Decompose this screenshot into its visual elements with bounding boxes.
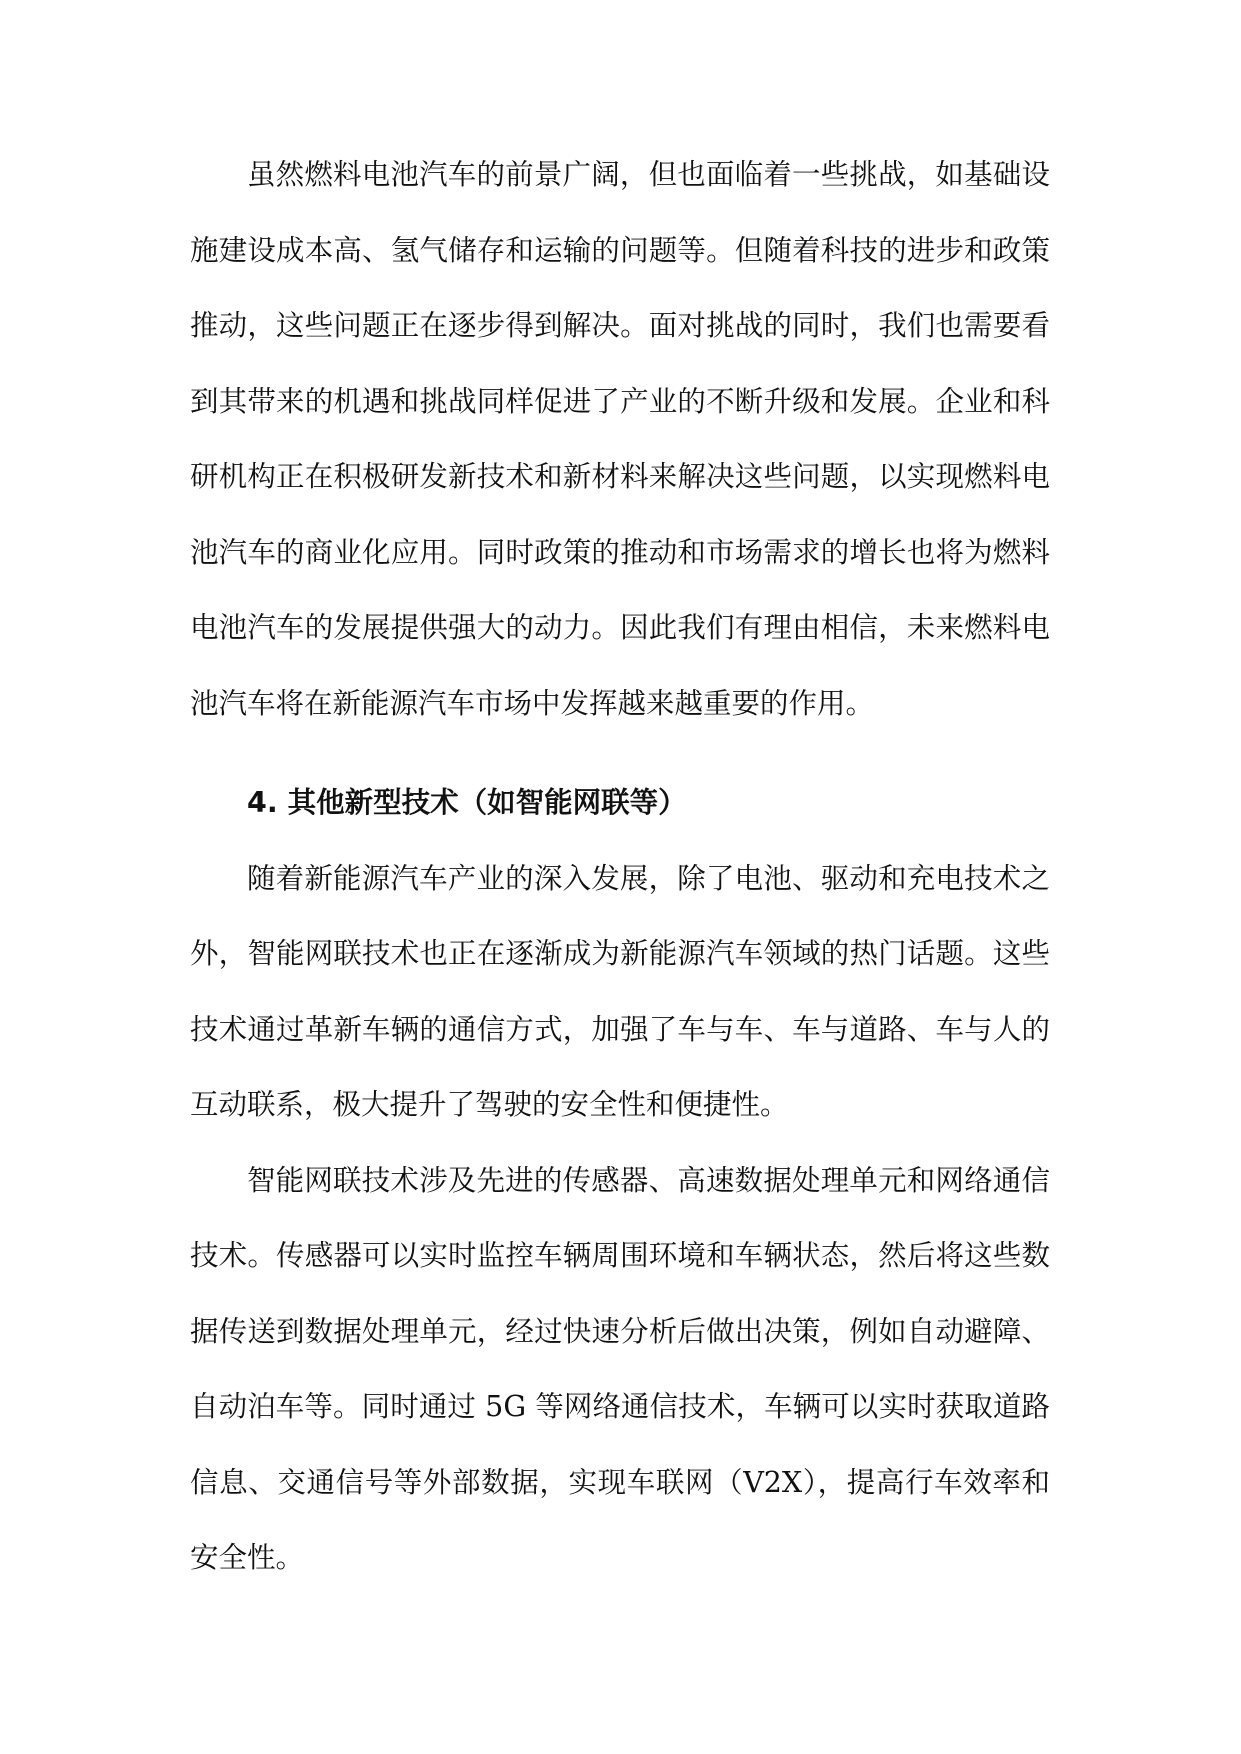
paragraph-line: 池汽车将在新能源汽车市场中发挥越来越重要的作用。 xyxy=(190,686,875,720)
paragraph-intelligent-connected-intro xyxy=(190,841,1050,1143)
paragraph-line: 池汽车的商业化应用。同时政策的推动和市场需求的增长也将为燃料 xyxy=(190,535,1050,569)
paragraph-line: 推动，这些问题正在逐步得到解决。面对挑战的同时，我们也需要看 xyxy=(190,309,1050,342)
paragraph-line: 施建设成本高、氢气储存和运输的问题等。但随着科技的进步和政策 xyxy=(190,233,1050,267)
paragraph-line: 随着新能源汽车产业的深入发展，除了电池、驱动和充电技术之 xyxy=(247,861,1050,895)
paragraph-line: 到其带来的机遇和挑战同样促进了产业的不断升级和发展。企业和科 xyxy=(190,384,1050,418)
paragraph-line: 互动联系，极大提升了驾驶的安全性和便捷性。 xyxy=(190,1088,789,1121)
paragraph-line: 电池汽车的发展提供强大的动力。因此我们有理由相信，未来燃料电 xyxy=(190,611,1050,644)
document-page xyxy=(190,137,1050,1596)
section-heading: 4. 其他新型技术（如智能网联等） xyxy=(247,786,687,819)
paragraph-line: 智能网联技术涉及先进的传感器、高速数据处理单元和网络通信 xyxy=(247,1163,1050,1197)
paragraph-line: 研机构正在积极研发新技术和新材料来解决这些问题，以实现燃料电 xyxy=(190,460,1050,493)
paragraph-line: 信息、交通信号等外部数据，实现车联网（V2X），提高行车效率和 xyxy=(190,1465,1050,1499)
paragraph-line: 虽然燃料电池汽车的前景广阔，但也面临着一些挑战，如基础设 xyxy=(247,158,1050,191)
paragraph-line: 技术通过革新车辆的通信方式，加强了车与车、车与道路、车与人的 xyxy=(190,1012,1050,1046)
paragraph-line: 自动泊车等。同时通过 5G 等网络通信技术，车辆可以实时获取道路 xyxy=(190,1390,1050,1423)
paragraph-line: 安全性。 xyxy=(190,1541,305,1574)
paragraph-line: 外，智能网联技术也正在逐渐成为新能源汽车领域的热门话题。这些 xyxy=(190,937,1050,970)
paragraph-fuel-cell-challenges xyxy=(190,137,1050,741)
paragraph-line: 技术。传感器可以实时监控车辆周围环境和车辆状态，然后将这些数 xyxy=(190,1239,1050,1272)
paragraph-line: 据传送到数据处理单元，经过快速分析后做出决策，例如自动避障、 xyxy=(190,1314,1050,1348)
paragraph-intelligent-connected-details xyxy=(190,1143,1050,1596)
